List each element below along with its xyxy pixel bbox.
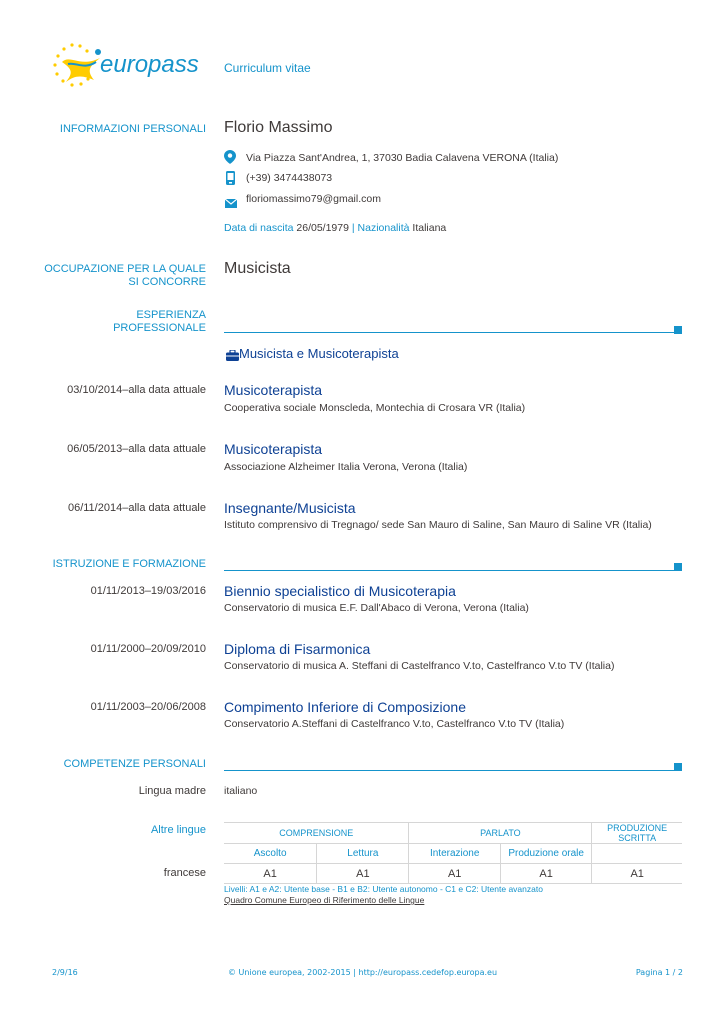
birth-value: 26/05/1979 bbox=[296, 222, 349, 234]
occupation-value: Musicista bbox=[224, 260, 291, 277]
experience-detail: Cooperativa sociale Monscleda, Montechia di Crosara VR (Italia) bbox=[224, 402, 526, 414]
subheader-reading: Lettura bbox=[317, 844, 409, 864]
education-rule-marker bbox=[674, 563, 682, 571]
education-date: 01/11/2003–20/06/2008 bbox=[90, 701, 206, 713]
subheader-oral-production: Produzione orale bbox=[500, 844, 591, 864]
level-oral-production: A1 bbox=[500, 864, 591, 884]
experience-detail: Associazione Alzheimer Italia Verona, Verona (Italia) bbox=[224, 461, 468, 473]
experience-rule bbox=[224, 332, 677, 333]
experience-detail: Istituto comprensivo di Tregnago/ sede San Mauro di Saline, San Mauro di Saline VR (Italia) bbox=[224, 519, 652, 531]
skills-rule-marker bbox=[674, 763, 682, 771]
phone-text: (+39) 3474438073 bbox=[246, 172, 333, 184]
experience-subheading: Musicista e Musicoterapista bbox=[239, 346, 399, 361]
email-link[interactable]: floriomassimo79@gmail.com bbox=[246, 193, 381, 205]
education-date: 01/11/2000–20/09/2010 bbox=[90, 643, 206, 655]
level-interaction: A1 bbox=[409, 864, 500, 884]
education-title: Compimento Inferiore di Composizione bbox=[224, 699, 466, 715]
birth-label: Data di nascita bbox=[224, 222, 294, 234]
person-name: Florio Massimo bbox=[224, 119, 333, 136]
occupation-label-line2: SI CONCORRE bbox=[128, 276, 206, 288]
experience-title: Musicoterapista bbox=[224, 441, 323, 457]
education-detail: Conservatorio A.Steffani di Castelfranco V.to, Castelfranco V.to TV (Italia) bbox=[224, 718, 565, 730]
group-writing: PRODUZIONE SCRITTA bbox=[592, 823, 682, 844]
occupation-label-line1: OCCUPAZIONE PER LA QUALE bbox=[44, 263, 206, 275]
section-label-experience bbox=[113, 309, 206, 335]
mobile-phone-icon bbox=[226, 171, 235, 190]
subheader-listening: Ascolto bbox=[224, 844, 317, 864]
briefcase-icon bbox=[226, 348, 239, 366]
experience-date: 06/11/2014–alla data attuale bbox=[67, 502, 206, 514]
skills-rule bbox=[224, 770, 677, 771]
section-label-education: ISTRUZIONE E FORMAZIONE bbox=[52, 558, 206, 570]
experience-date: 03/10/2014–alla data attuale bbox=[67, 384, 206, 396]
mother-tongue-label: Lingua madre bbox=[138, 785, 206, 797]
footer-copyright[interactable]: © Unione europea, 2002-2015 | http://europass.cedefop.europa.eu bbox=[228, 968, 498, 977]
subheader-interaction: Interazione bbox=[409, 844, 500, 864]
document-title: Curriculum vitae bbox=[224, 61, 311, 75]
education-rule bbox=[224, 570, 677, 571]
language-name: francese bbox=[163, 867, 206, 879]
mother-tongue-value: italiano bbox=[224, 785, 258, 797]
other-languages-label: Altre lingue bbox=[150, 824, 206, 836]
levels-note: Livelli: A1 e A2: Utente base - B1 e B2: Utente autonomo - C1 e C2: Utente avanzato bbox=[224, 884, 543, 894]
experience-rule-marker bbox=[674, 326, 682, 334]
education-date: 01/11/2013–19/03/2016 bbox=[90, 585, 206, 597]
education-detail: Conservatorio di musica E.F. Dall'Abaco di Verona, Verona (Italia) bbox=[224, 602, 529, 614]
group-comprehension: COMPRENSIONE bbox=[224, 823, 409, 844]
email-icon bbox=[225, 195, 237, 213]
experience-title: Musicoterapista bbox=[224, 382, 323, 398]
experience-label-line2: PROFESSIONALE bbox=[113, 322, 206, 334]
education-title: Diploma di Fisarmonica bbox=[224, 641, 371, 657]
section-label-skills: COMPETENZE PERSONALI bbox=[63, 758, 206, 770]
languages-table bbox=[224, 822, 682, 884]
level-reading: A1 bbox=[317, 864, 409, 884]
framework-link[interactable]: Quadro Comune Europeo di Riferimento delle Lingue bbox=[224, 895, 425, 905]
logo-text: europass bbox=[100, 51, 199, 78]
experience-label-line1: ESPERIENZA bbox=[136, 309, 206, 321]
location-pin-icon bbox=[224, 150, 236, 169]
footer-page-number: Pagina 1 / 2 bbox=[635, 968, 683, 977]
subheader-empty bbox=[592, 844, 682, 864]
address-text: Via Piazza Sant'Andrea, 1, 37030 Badia Calavena VERONA (Italia) bbox=[246, 152, 559, 164]
nationality-value: Italiana bbox=[412, 222, 447, 234]
level-listening: A1 bbox=[224, 864, 317, 884]
experience-title: Insegnante/Musicista bbox=[224, 500, 356, 516]
education-detail: Conservatorio di musica A. Steffani di Castelfranco V.to, Castelfranco V.to TV (Italia) bbox=[224, 660, 615, 672]
birth-nationality-line bbox=[224, 222, 446, 234]
footer-date: 2/9/16 bbox=[52, 968, 78, 977]
section-label-occupation bbox=[44, 263, 206, 289]
europass-logo bbox=[50, 40, 210, 90]
separator: | bbox=[351, 222, 355, 234]
section-label-personal: INFORMAZIONI PERSONALI bbox=[59, 123, 206, 135]
level-writing: A1 bbox=[592, 864, 682, 884]
education-title: Biennio specialistico di Musicoterapia bbox=[224, 583, 456, 599]
experience-date: 06/05/2013–alla data attuale bbox=[67, 443, 206, 455]
group-speaking: PARLATO bbox=[409, 823, 592, 844]
nationality-label: Nazionalità bbox=[357, 222, 410, 234]
